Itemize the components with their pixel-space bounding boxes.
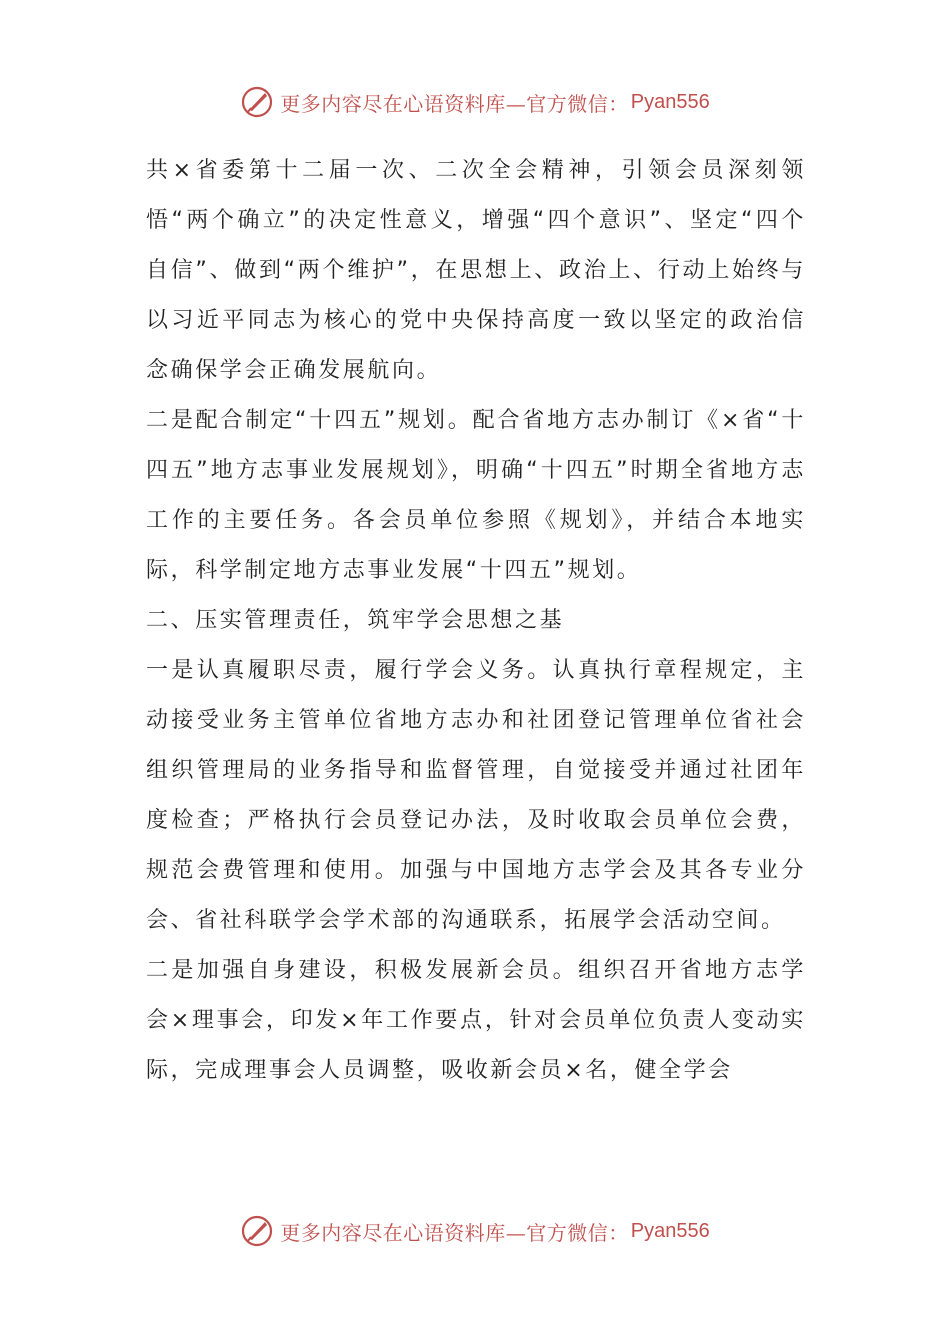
footer-banner [0,1211,950,1251]
quill-logo-icon [240,1214,274,1248]
paragraph: 一是认真履职尽责，履行学会义务。认真执行章程规定，主动接受业务主管单位省地方志办和社团登记管理单位省社会组织管理局的业务指导和监督管理，自觉接受并通过社团年度检查；严格执行会员登记办法，及时收取会员单位会费，规范会费管理和使用。加强与中国地方志学会及其各专业分会、省社科联学会学术部的沟通联系，拓展学会活动空间。 [146,658,806,933]
section-heading: 二、压实管理责任，筑牢学会思想之基 [146,608,565,633]
paragraph: 共×省委第十二届一次、二次全会精神，引领会员深刻领悟“两个确立”的决定性意义，增强“四个意识”、坚定“四个自信”、做到“两个维护”，在思想上、政治上、行动上始终与以习近平同志为核心的党中央保持高度一致以坚定的政治信念确保学会正确发展航向。 [146,158,806,383]
header-banner [0,82,950,122]
paragraph: 二是加强自身建设，积极发展新会员。组织召开省地方志学会×理事会，印发×年工作要点，针对会员单位负责人变动实际，完成理事会人员调整，吸收新会员×名，健全学会 [146,958,806,1083]
paragraph: 二是配合制定“十四五”规划。配合省地方志办制订《×省“十四五”地方志事业发展规划》，明确“十四五”时期全省地方志工作的主要任务。各会员单位参照《规划》，并结合本地实际，科学制定地方志事业发展“十四五”规划。 [146,408,806,583]
quill-logo-icon [240,85,274,119]
document-body [146,146,806,1096]
banner-wechat-id: Pyan556 [630,90,710,113]
banner-wechat-id: Pyan556 [630,1219,710,1242]
banner-text: 更多内容尽在心语资料库—官方微信： [280,1220,629,1245]
banner-text: 更多内容尽在心语资料库—官方微信： [280,91,629,116]
